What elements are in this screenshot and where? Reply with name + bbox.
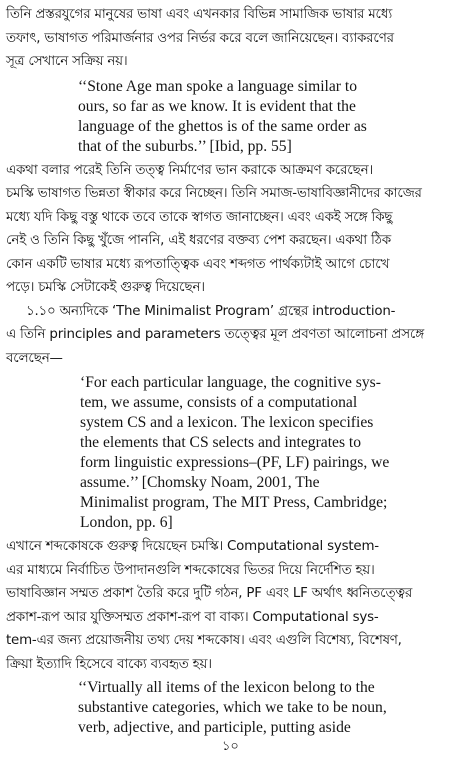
quote-line: ‘For each particular language, the cognitive sys-	[80, 374, 381, 391]
text-line: সূত্র সেখানে সক্রিয় নয়।	[6, 54, 128, 69]
quote-line: ‘‘Virtually all items of the lexicon belong to the	[78, 679, 375, 696]
text-line: একথা বলার পরেই তিনি তত্ত্ব নির্মাণের ভান করাকে আক্রমণ করেছেন।	[6, 162, 373, 178]
quote-line: ‘‘Stone Age man spoke a language similar to	[78, 77, 358, 95]
section-line: ১.১০ অন্যদিকে ‘The Minimalist Program’ গ্রন্থের introduction-	[26, 303, 396, 319]
quote-line: ours, so far as we know. It is evident that the	[78, 97, 356, 115]
text-line: পড়ে। চমস্কি সেটাকেই গুরুত্ব দিয়েছেন।	[6, 280, 205, 295]
text-line: কোন একটি ভাষার মধ্যে রূপতাত্ত্বিক এবং শব্দগত পার্থক্যটাই আগে চোখে	[6, 256, 390, 272]
quote-line: tem, we assume, consists of a computational	[80, 394, 358, 411]
quote-citation-line: Minimalist program, The MIT Press, Cambridge;	[80, 494, 388, 511]
quote-line: system CS and a lexicon. The lexicon specifies	[80, 414, 374, 431]
text-line: বলেছেন—	[6, 350, 63, 366]
text-line: ভাষাবিজ্ঞান সম্মত প্রকাশ তৈরি করে দুটি গঠন, PF এবং LF অর্থাৎ ধ্বনিতত্ত্বের	[6, 586, 413, 601]
text-line: তিনি প্রস্তরযুগের মানুষের ভাষা এবং এখনকার বিভিন্ন সামাজিক ভাষার মধ্যে	[6, 7, 393, 22]
text-line: প্রকাশ-রূপ আর যুক্তিসম্মত প্রকাশ-রূপ বা বাক্য। Computational sys-	[6, 609, 379, 625]
text-line: এর মাধ্যমে নির্বাচিত উপাদানগুলি শব্দকোষের ভিতর দিয়ে নির্দেশিত হয়।	[6, 562, 375, 578]
quote-line: form linguistic expressions–(PF, LF) pairings, we	[80, 454, 390, 471]
quote-citation-line: assume.’’ [Chomsky Noam, 2001, The	[80, 474, 320, 491]
page-number: ১০	[222, 739, 239, 754]
text-line: চমস্কি ভাষাগত ভিন্নতা স্বীকার করে নিচ্ছেন। তিনি সমাজ-ভাষাবিজ্ঞানীদের কাজের	[6, 186, 422, 201]
quote-line: verb, adjective, and participle, putting aside	[78, 719, 351, 736]
text-line: ক্রিয়া ইত্যাদি হিসেবে বাক্যে ব্যবহৃত হয়।	[6, 656, 212, 672]
quote-line: language of the ghettos is of the same order as	[78, 117, 367, 135]
quote-citation-line: London, pp. 6]	[80, 514, 173, 531]
text-line: এ তিনি principles and parameters তত্ত্বের মূল প্রবণতা আলোচনা প্রসঙ্গে	[6, 327, 424, 342]
quote-citation-line: that of the suburbs.’’ [Ibid, pp. 55]	[78, 137, 292, 155]
quote-line: substantive categories, which we take to be noun,	[78, 699, 387, 716]
text-line: নেই ও তিনি কিছু খুঁজে পাননি, এই ধরণের বক্তব্য পেশ করছেন। একথা ঠিক	[6, 233, 391, 248]
text-line: তফাৎ, ভাষাগত পরিমার্জনার ওপর নির্ভর করে বলে জানিয়েছেন। ব্যাকরণের	[6, 30, 394, 46]
text-line: এখানে শব্দকোষকে গুরুত্ব দিয়েছেন চমস্কি। Computational system-	[6, 539, 379, 554]
text-line: tem-এর জন্য প্রয়োজনীয় তথ্য দেয় শব্দকোষ। এবং এগুলি বিশেষ্য, বিশেষণ,	[6, 633, 402, 648]
quote-line: the elements that CS selects and integrates to	[80, 434, 362, 451]
text-line: মধ্যে যদি কিছু বস্তু থাকে তবে তাকে স্বাগত জানাচ্ছেন। এবং একই সঙ্গে কিছু	[6, 209, 393, 225]
